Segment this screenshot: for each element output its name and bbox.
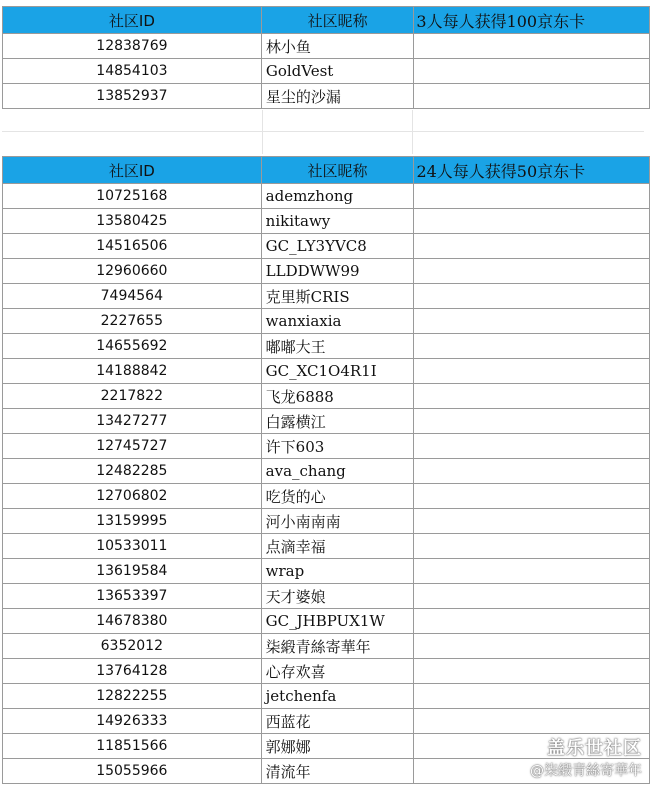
community-nickname-cell: 西蓝花 [261,709,414,734]
winners-table-50 [2,156,650,784]
community-id-cell: 11851566 [3,734,262,759]
empty-cell [414,659,650,684]
community-id-cell: 13427277 [3,409,262,434]
community-id-cell: 6352012 [3,634,262,659]
community-id-cell: 2217822 [3,384,262,409]
empty-cell [414,234,650,259]
table-row [3,709,650,734]
empty-cell [414,184,650,209]
community-nickname-cell: 心存欢喜 [261,659,414,684]
community-id-cell: 13159995 [3,509,262,534]
empty-cell [414,434,650,459]
table-row [3,384,650,409]
community-nickname-cell: 许下603 [261,434,414,459]
empty-cell [414,259,650,284]
spacer-rows [2,110,650,154]
community-id-cell: 14854103 [3,59,262,84]
community-id-cell: 12482285 [3,459,262,484]
community-id-cell: 14926333 [3,709,262,734]
community-nickname-cell: jetchenfa [261,684,414,709]
community-id-cell: 7494564 [3,284,262,309]
community-nickname-cell: 郭娜娜 [261,734,414,759]
community-nickname-cell: ademzhong [261,184,414,209]
empty-cell [414,334,650,359]
empty-cell [414,409,650,434]
header-prize: 24人每人获得50京东卡 [414,157,650,184]
table-row [3,334,650,359]
table-row [3,409,650,434]
empty-cell [414,534,650,559]
table-row [3,559,650,584]
empty-cell [414,84,650,109]
community-nickname-cell: 河小南南南 [261,509,414,534]
community-nickname-cell: 清流年 [261,759,414,784]
community-id-cell: 12822255 [3,684,262,709]
community-id-cell: 12960660 [3,259,262,284]
header-prize: 3人每人获得100京东卡 [414,7,650,34]
table-row [3,459,650,484]
community-nickname-cell: 天才婆娘 [261,584,414,609]
table-row [3,484,650,509]
community-nickname-cell: LLDDWW99 [261,259,414,284]
watermark-brand: 盖乐世社区 [547,738,642,759]
community-nickname-cell: GC_JHBPUX1W [261,609,414,634]
community-nickname-cell: ava_chang [261,459,414,484]
community-id-cell: 10533011 [3,534,262,559]
community-id-cell: 13764128 [3,659,262,684]
community-id-cell: 12838769 [3,34,262,59]
community-id-cell: 13852937 [3,84,262,109]
empty-cell [414,359,650,384]
empty-cell [414,559,650,584]
table-row [3,584,650,609]
table-row [3,309,650,334]
empty-cell [414,584,650,609]
empty-cell [414,309,650,334]
empty-cell [414,284,650,309]
empty-cell [414,684,650,709]
table-row [3,209,650,234]
table-row [3,434,650,459]
empty-cell [414,459,650,484]
community-id-cell: 15055966 [3,759,262,784]
community-id-cell: 13619584 [3,559,262,584]
community-id-cell: 13580425 [3,209,262,234]
community-nickname-cell: 吃货的心 [261,484,414,509]
empty-cell [414,59,650,84]
community-nickname-cell: 星尘的沙漏 [261,84,414,109]
header-community-nickname: 社区昵称 [261,157,414,184]
table-row [3,659,650,684]
table-row [3,509,650,534]
table-row [3,609,650,634]
community-id-cell: 14188842 [3,359,262,384]
community-nickname-cell: wanxiaxia [261,309,414,334]
empty-cell [414,209,650,234]
table-row [3,259,650,284]
community-nickname-cell: GoldVest [261,59,414,84]
community-id-cell: 14516506 [3,234,262,259]
header-community-id: 社区ID [3,7,262,34]
table-row [3,359,650,384]
table-row [3,234,650,259]
empty-cell [414,609,650,634]
community-id-cell: 14655692 [3,334,262,359]
empty-cell [414,484,650,509]
table-row [3,684,650,709]
community-id-cell: 12706802 [3,484,262,509]
community-id-cell: 13653397 [3,584,262,609]
empty-cell [414,709,650,734]
community-id-cell: 12745727 [3,434,262,459]
header-row [3,157,650,184]
community-nickname-cell: 林小鱼 [261,34,414,59]
table-row [3,634,650,659]
empty-cell [414,384,650,409]
table-row [3,59,650,84]
community-nickname-cell: GC_XC1O4R1I [261,359,414,384]
community-nickname-cell: nikitawy [261,209,414,234]
winners-table-100 [2,6,650,109]
table-row [3,184,650,209]
community-nickname-cell: 白露横江 [261,409,414,434]
empty-cell [414,509,650,534]
community-id-cell: 2227655 [3,309,262,334]
table-row [3,34,650,59]
community-id-cell: 10725168 [3,184,262,209]
header-community-nickname: 社区昵称 [261,7,414,34]
community-nickname-cell: 嘟嘟大王 [261,334,414,359]
header-row [3,7,650,34]
community-nickname-cell: 柒緞青絲寄華年 [261,634,414,659]
community-nickname-cell: GC_LY3YVC8 [261,234,414,259]
community-nickname-cell: 克里斯CRIS [261,284,414,309]
community-id-cell: 14678380 [3,609,262,634]
community-nickname-cell: 点滴幸福 [261,534,414,559]
community-nickname-cell: wrap [261,559,414,584]
header-community-id: 社区ID [3,157,262,184]
community-nickname-cell: 飞龙6888 [261,384,414,409]
empty-cell [414,634,650,659]
watermark-author: @柒緞青絲寄華年 [530,763,642,779]
table-row [3,534,650,559]
table-row [3,84,650,109]
empty-cell [414,34,650,59]
table-row [3,284,650,309]
